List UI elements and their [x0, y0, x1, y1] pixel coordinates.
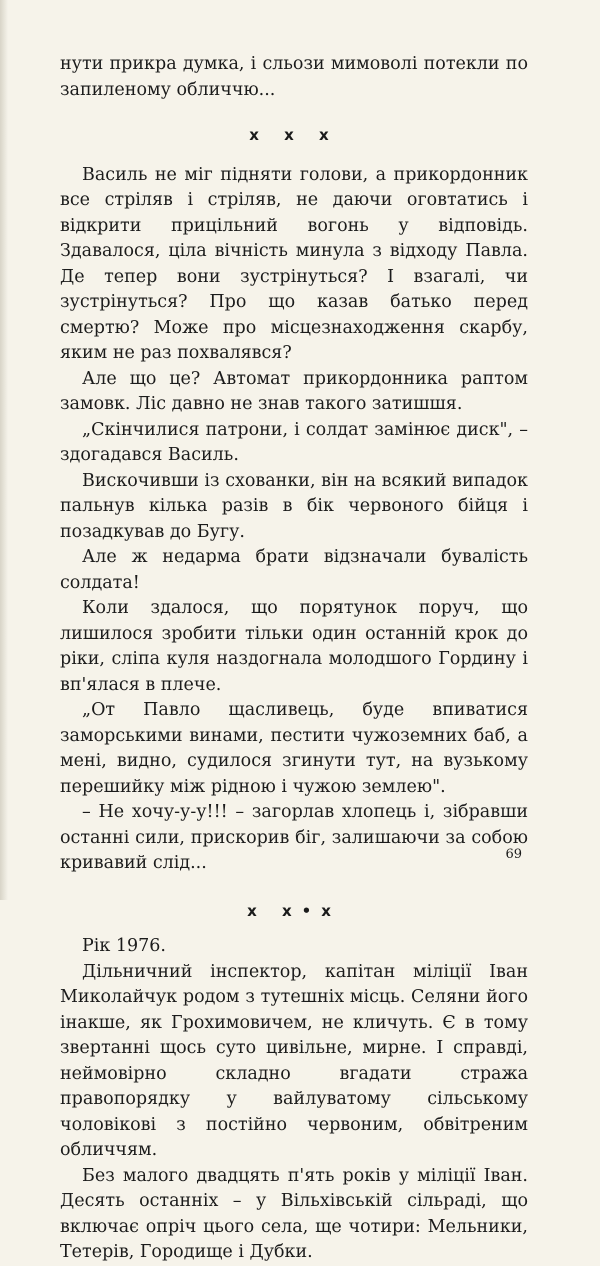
- paragraph: „От Павло щасливець, буде впиватися заморськими винами, пестити чужоземних баб, а мені, видно, судилося згинути тут, на вузькому перешийку між рідною і чужою землею".: [60, 700, 528, 797]
- paragraph: Але що це? Автомат прикордонника раптом замовк. Ліс давно не знав такого затишшя.: [60, 368, 528, 414]
- paragraph: Рік 1976.: [82, 936, 166, 956]
- page-binding-shadow: [0, 0, 8, 900]
- section-separator: x x•x: [247, 901, 341, 920]
- paragraph: Вискочивши із схованки, він на всякий випадок пальнув кілька разів в бік червоного бійця і позадкував до Бугу.: [60, 470, 528, 542]
- section-separator: x x x: [249, 126, 339, 144]
- paragraph-continuation: нути прикра думка, і сльози мимоволі потекли по запиленому обличчю...: [60, 54, 528, 100]
- paragraph: Коли здалося, що порятунок поруч, що лишилося зробити тільки один останній крок до ріки, сліпа куля наздогнала молодшого Гордину і вп'ялася в плече.: [60, 598, 528, 695]
- paragraph: – Не хочу-у-у!!! – загорлав хлопець і, зібравши останні сили, прискорив біг, залишаючи за собою кривавий слід...: [60, 802, 528, 873]
- paragraph: Але ж недарма брати відзначали бувалість солдата!: [60, 547, 528, 593]
- paragraph: Без малого двадцять п'ять років у міліції Іван. Десять останніх – у Вільхівській сільраді, що включає опріч цього села, ще чотири: Мельники, Тетерів, Городище і Дубки.: [60, 1165, 528, 1262]
- paragraph: Василь не міг підняти голови, а прикордонник все стріляв і стріляв, не даючи оговтатись і відкрити прицільний вогонь у відповідь. Здавалося, ціла вічність минула з відходу Павла. Де тепер вони зустрінуться? І взагалі, чи зустрінуться? Про що казав батько перед смертю? Може про місцезнаходження скарбу, яким не раз похвалявся?: [60, 164, 528, 363]
- paragraph: „Скінчилися патрони, і солдат замінює диск", – здогадався Василь.: [60, 419, 528, 465]
- paragraph: Дільничний інспектор, капітан міліції Іван Миколайчук родом з тутешніх місць. Селяни його інакше, як Грохимовичем, не кличуть. Є в тому звертанні щось суто цивільне, мирне. І справді, неймовірно складно вгадати стража правопорядку у вайлуватому сільському чоловікові з постійно червоним, обвітреним обличчям.: [60, 961, 528, 1160]
- page-number: 69: [505, 847, 522, 862]
